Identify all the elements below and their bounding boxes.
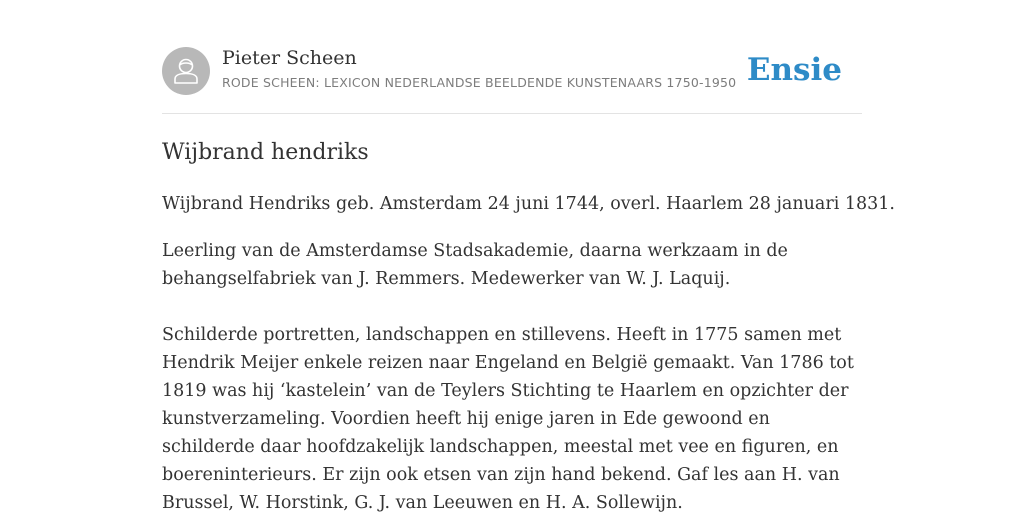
article-header [162, 46, 862, 96]
article-title: Wijbrand hendriks [162, 140, 369, 165]
author-name[interactable]: Pieter Scheen [222, 47, 357, 69]
paragraph-work: Schilderde portretten, landschappen en stillevens. Heeft in 1775 samen met Hendrik Meijer enkele reizen naar Engeland en België gemaakt. Van 1786 tot 1819 was hij ‘kastelein’ van de Teylers Stichting te Haarlem en opzichter der kunstverzameling. Voordien heeft hij enige jaren in Ede gewoond en schilderde daar hoofdzakelijk landschappen, meestal met vee en figuren, en boereninterieurs. Er zijn ook etsen van zijn hand bekend. Gaf les aan H. van Brussel, W. Horstink, G. J. van Leeuwen en H. A. Sollewijn. [162, 325, 854, 512]
paragraph-training: Leerling van de Amsterdamse Stadsakademie, daarna werkzaam in de behangselfabriek van J. Remmers. Medewerker van W. J. Laquij. [162, 241, 788, 289]
source-title[interactable]: RODE SCHEEN: LEXICON NEDERLANDSE BEELDENDE KUNSTENAARS 1750-1950 [222, 75, 737, 90]
user-icon [162, 47, 210, 95]
header-divider [162, 113, 862, 114]
paragraph-birth-death: Wijbrand Hendriks geb. Amsterdam 24 juni 1744, overl. Haarlem 28 januari 1831. [162, 194, 895, 214]
article-body [162, 190, 895, 512]
ensie-logo[interactable]: Ensie [746, 52, 842, 88]
author-avatar[interactable] [162, 47, 210, 95]
